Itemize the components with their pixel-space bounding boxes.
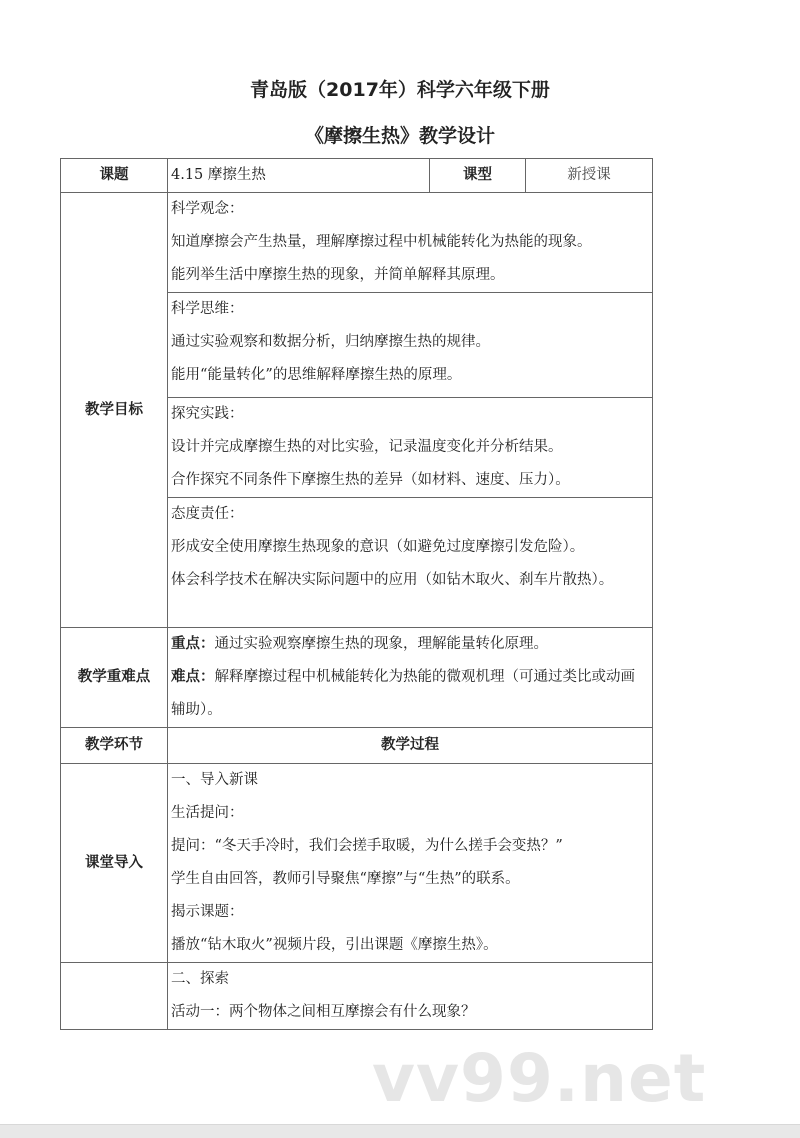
intro-line: 播放“钻木取火”视频片段，引出课题《摩擦生热》。 (171, 937, 498, 953)
intro-line: 揭示课题： (171, 904, 244, 920)
intro-label: 课堂导入 (61, 764, 168, 963)
process-header: 教学过程 (168, 728, 653, 764)
explore-line: 活动一：两个物体之间相互摩擦会有什么现象？ (171, 1004, 476, 1020)
key-point (171, 628, 649, 661)
goal-line: 设计并完成摩擦生热的对比实验，记录温度变化并分析结果。 (171, 439, 563, 455)
goal-line: 合作探究不同条件下摩擦生热的差异（如材料、速度、压力）。 (171, 472, 570, 488)
intro-line: 提问：“冬天手冷时，我们会搓手取暖，为什么搓手会变热？” (171, 838, 563, 854)
goal-heading: 科学观念： (171, 201, 244, 217)
lesson-plan-table (60, 158, 653, 1030)
key-text: 通过实验观察摩擦生热的现象，理解能量转化原理。 (214, 636, 548, 652)
explore-line: 二、探索 (171, 971, 229, 987)
topic-value: 4.15 摩擦生热 (168, 159, 430, 193)
intro-line: 一、导入新课 (171, 772, 258, 788)
goal-block (168, 293, 653, 398)
explore-content (168, 963, 653, 1030)
keypoints-label: 教学重难点 (61, 628, 168, 728)
type-label: 课型 (430, 159, 526, 193)
keypoints-content (168, 628, 653, 728)
topic-label: 课题 (61, 159, 168, 193)
explore-label (61, 963, 168, 1030)
type-value: 新授课 (526, 159, 653, 193)
key-label: 重点： (171, 636, 215, 652)
goal-heading: 探究实践： (171, 406, 244, 422)
goal-heading: 科学思维： (171, 301, 244, 317)
difficult-text: 解释摩擦过程中机械能转化为热能的微观机理（可通过类比或动画辅助）。 (171, 669, 635, 718)
intro-row (61, 764, 653, 963)
page-bottom-edge (0, 1124, 800, 1138)
intro-line: 生活提问： (171, 805, 244, 821)
intro-line: 学生自由回答，教师引导聚焦“摩擦”与“生热”的联系。 (171, 871, 520, 887)
goals-row (61, 193, 653, 293)
stage-header: 教学环节 (61, 728, 168, 764)
goal-line: 通过实验观察和数据分析，归纳摩擦生热的规律。 (171, 334, 490, 350)
difficult-point (171, 661, 649, 727)
difficult-label: 难点： (171, 669, 215, 685)
goal-line: 能用“能量转化”的思维解释摩擦生热的原理。 (171, 367, 462, 383)
document-title: 青岛版（2017年）科学六年级下册 (250, 79, 550, 101)
watermark: vv99.net (372, 1040, 707, 1117)
goal-block (168, 498, 653, 628)
process-header-row (61, 728, 653, 764)
explore-row (61, 963, 653, 1030)
goal-line: 体会科学技术在解决实际问题中的应用（如钻木取火、刹车片散热）。 (171, 572, 614, 588)
goals-label: 教学目标 (61, 193, 168, 628)
goal-block (168, 193, 653, 293)
goal-block (168, 398, 653, 498)
goal-heading: 态度责任： (171, 506, 244, 522)
topic-row (61, 159, 653, 193)
document-subtitle: 《摩擦生热》教学设计 (304, 125, 495, 147)
intro-content (168, 764, 653, 963)
goal-line: 能列举生活中摩擦生热的现象，并简单解释其原理。 (171, 267, 505, 283)
goal-line: 形成安全使用摩擦生热现象的意识（如避免过度摩擦引发危险）。 (171, 539, 585, 555)
goal-line: 知道摩擦会产生热量，理解摩擦过程中机械能转化为热能的现象。 (171, 234, 592, 250)
keypoints-row (61, 628, 653, 728)
